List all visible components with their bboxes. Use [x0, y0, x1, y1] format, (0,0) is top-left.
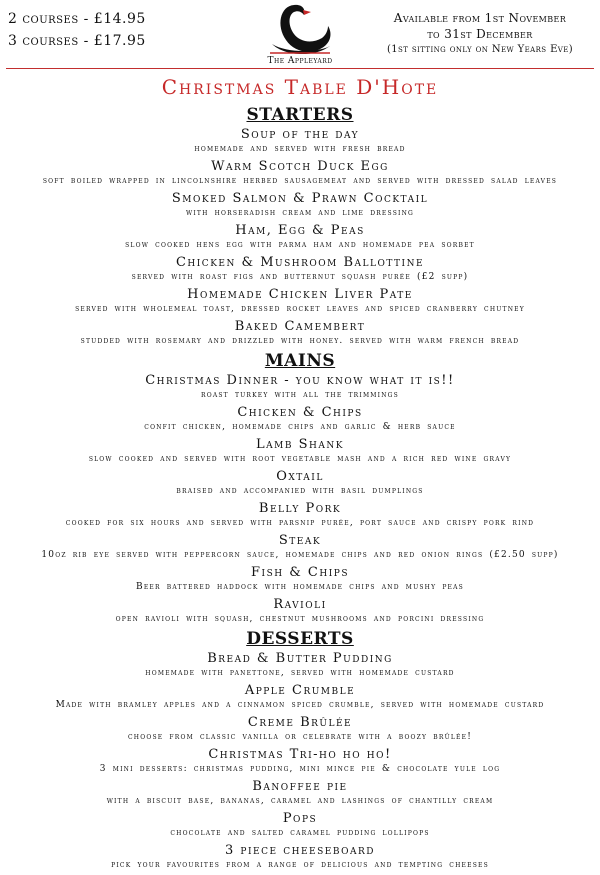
dish-description: cooked for six hours and served with parsnip purée, port sauce and crispy pork rind — [65, 518, 535, 528]
menu-item — [0, 405, 600, 433]
menu-item — [0, 597, 600, 625]
price-two-courses: 2 courses - £14.95 — [8, 11, 146, 27]
menu-item — [0, 843, 600, 871]
dish-name: Lamb Shank — [256, 437, 344, 452]
dish-description: slow cooked hens egg with parma ham and homemade pea sorbet — [125, 240, 475, 250]
section-mains — [0, 351, 600, 625]
availability-line-3: (1st sitting only on New Years Eve) — [386, 44, 574, 55]
menu-item — [0, 533, 600, 561]
header-divider — [6, 68, 594, 69]
section-heading: STARTERS — [246, 105, 354, 125]
dish-description: served with roast figs and butternut squash purée (£2 supp) — [131, 272, 469, 282]
dish-description: with horseradish cream and lime dressing — [185, 208, 415, 218]
dish-description: served with wholemeal toast, dressed rocket leaves and spiced cranberry chutney — [75, 304, 525, 314]
dish-name: Chicken & Chips — [237, 405, 363, 420]
swan-logo — [258, 0, 342, 70]
menu-item — [0, 159, 600, 187]
section-heading: MAINS — [264, 351, 336, 371]
menu-title: Christmas Table D'Hote — [161, 75, 439, 99]
dish-name: Fish & Chips — [251, 565, 349, 580]
menu-item — [0, 811, 600, 839]
dish-description: pick your favourites from a range of delicious and tempting cheeses — [111, 860, 489, 870]
dish-name: Christmas Tri-ho ho ho! — [208, 747, 392, 762]
dish-name: Warm Scotch Duck Egg — [211, 159, 389, 174]
availability-line-2: to 31st December — [427, 27, 533, 41]
dish-name: Pops — [282, 811, 318, 826]
menu-item — [0, 191, 600, 219]
dish-name: 3 piece cheeseboard — [225, 843, 375, 858]
dish-description: open ravioli with squash, chestnut mushrooms and porcini dressing — [115, 614, 485, 624]
dish-name: Banoffee pie — [252, 779, 348, 794]
dish-description: Beer battered haddock with homemade chips and mushy peas — [136, 582, 464, 592]
menu-item — [0, 127, 600, 155]
dish-name: Bread & Butter Pudding — [207, 651, 393, 666]
dish-name: Soup of the day — [240, 127, 360, 142]
dish-name: Steak — [278, 533, 322, 548]
dish-description: homemade and served with fresh bread — [194, 144, 406, 154]
dish-name: Creme Brûlée — [247, 715, 353, 730]
dish-description: Made with bramley apples and a cinnamon spiced crumble, served with homemade custard — [55, 700, 545, 710]
dish-name: Belly Pork — [258, 501, 342, 516]
dish-description: studded with rosemary and drizzled with honey. served with warm french bread — [80, 336, 520, 346]
price-three-courses: 3 courses - £17.95 — [8, 33, 146, 49]
dish-name: Baked Camembert — [234, 319, 366, 334]
dish-name: Apple Crumble — [244, 683, 356, 698]
menu-item — [0, 501, 600, 529]
availability-notice — [370, 10, 590, 58]
swan-icon — [264, 0, 336, 58]
dish-name: Ham, Egg & Peas — [235, 223, 365, 238]
dish-description: soft boiled wrapped in lincolnshire herbed sausagemeat and served with dressed salad leaves — [42, 176, 558, 186]
dish-description: 10oz rib eye served with peppercorn sauce, homemade chips and red onion rings (£2.50 supp) — [41, 550, 559, 560]
section-heading: DESSERTS — [246, 629, 354, 649]
menu-item — [0, 683, 600, 711]
menu-item — [0, 223, 600, 251]
dish-description: slow cooked and served with root vegetable mash and a rich red wine gravy — [88, 454, 512, 464]
dish-name: Ravioli — [273, 597, 327, 612]
dish-description: confit chicken, homemade chips and garlic & herb sauce — [144, 422, 456, 432]
menu-item — [0, 651, 600, 679]
dish-name: Homemade Chicken Liver Pate — [187, 287, 413, 302]
menu-item — [0, 319, 600, 347]
dish-description: roast turkey with all the trimmings — [201, 390, 399, 400]
menu-item — [0, 747, 600, 775]
dish-description: homemade with panettone, served with homemade custard — [145, 668, 455, 678]
menu-item — [0, 437, 600, 465]
menu-item — [0, 715, 600, 743]
dish-description: 3 mini desserts: christmas pudding, mini mince pie & chocolate yule log — [99, 764, 501, 774]
menu-header — [0, 0, 600, 70]
price-list — [8, 8, 146, 52]
availability-line-1: Available from 1st November — [393, 11, 567, 25]
menu-item — [0, 373, 600, 401]
dish-name: Chicken & Mushroom Ballottine — [175, 255, 425, 270]
menu-item — [0, 469, 600, 497]
dish-description: chocolate and salted caramel pudding lollipops — [170, 828, 430, 838]
dish-name: Oxtail — [276, 469, 324, 484]
dish-name: Christmas Dinner - you know what it is!! — [145, 373, 455, 388]
menu-item — [0, 565, 600, 593]
section-desserts — [0, 629, 600, 871]
section-starters — [0, 105, 600, 347]
dish-description: choose from classic vanilla or celebrate with a boozy brûlée! — [127, 732, 473, 742]
dish-name: Smoked Salmon & Prawn Cocktail — [171, 191, 429, 206]
brand-name: The Appleyard — [267, 56, 333, 66]
dish-description: braised and accompanied with basil dumplings — [176, 486, 424, 496]
menu-item — [0, 287, 600, 315]
menu-item — [0, 779, 600, 807]
dish-description: with a biscuit base, bananas, caramel and lashings of chantilly cream — [106, 796, 494, 806]
menu-item — [0, 255, 600, 283]
menu-body — [0, 75, 600, 875]
